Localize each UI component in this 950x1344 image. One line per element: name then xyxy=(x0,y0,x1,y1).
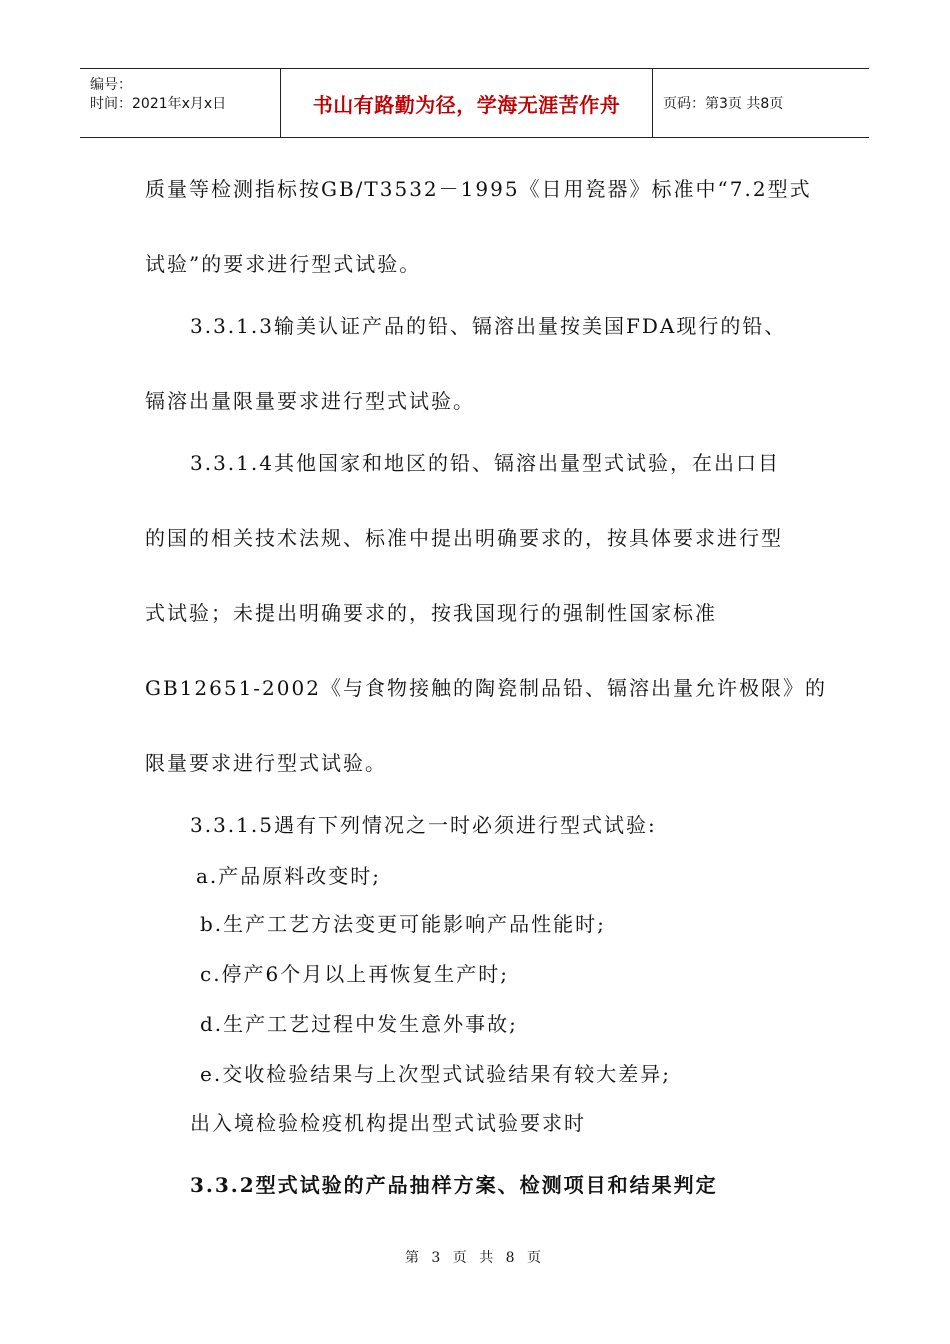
body-line: 限量要求进行型式试验。 xyxy=(145,751,387,775)
header-motto-cell xyxy=(281,69,653,137)
list-item: c.停产6个月以上再恢复生产时; xyxy=(200,962,510,986)
body-line: 的国的相关技术法规、标准中提出明确要求的，按具体要求进行型 xyxy=(145,526,783,550)
page-footer: 第 3 页 共 8 页 xyxy=(404,1250,546,1266)
body-line: 式试验；未提出明确要求的，按我国现行的强制性国家标准 xyxy=(145,601,717,625)
body-line: 镉溶出量限量要求进行型式试验。 xyxy=(145,389,475,413)
body-line: 3.3.1.4其他国家和地区的铅、镉溶出量型式试验，在出口目 xyxy=(190,451,780,475)
body-line: 质量等检测指标按GB/T3532－1995《日用瓷器》标准中“7.2型式 xyxy=(145,177,812,201)
header-page-info: 页码：第3页 共8页 xyxy=(663,96,784,112)
header-page-cell xyxy=(653,69,869,137)
body-line: 出入境检验检疫机构提出型式试验要求时 xyxy=(190,1111,586,1135)
header-meta-cell xyxy=(80,69,281,137)
page-header xyxy=(80,68,869,138)
header-motto: 书山有路勤为径，学海无涯苦作舟 xyxy=(312,92,621,117)
body-line: GB12651-2002《与食物接触的陶瓷制品铅、镉溶出量允许极限》的 xyxy=(145,676,827,700)
document-number-label: 编号： xyxy=(90,77,132,93)
list-item: e.交收检验结果与上次型式试验结果有较大差异; xyxy=(200,1062,671,1086)
body-line: 3.3.1.3输美认证产品的铅、镉溶出量按美国FDA现行的铅、 xyxy=(190,314,787,338)
body-line: 3.3.1.5遇有下列情况之一时必须进行型式试验: xyxy=(190,813,657,837)
list-item: a.产品原料改变时; xyxy=(196,864,382,888)
list-item: d.生产工艺过程中发生意外事故; xyxy=(200,1012,518,1036)
document-date-label: 时间：2021年x月x日 xyxy=(90,96,227,112)
section-heading: 3.3.2型式试验的产品抽样方案、检测项目和结果判定 xyxy=(190,1173,718,1197)
body-line: 试验”的要求进行型式试验。 xyxy=(145,252,422,276)
list-item: b.生产工艺方法变更可能影响产品性能时; xyxy=(200,912,606,936)
